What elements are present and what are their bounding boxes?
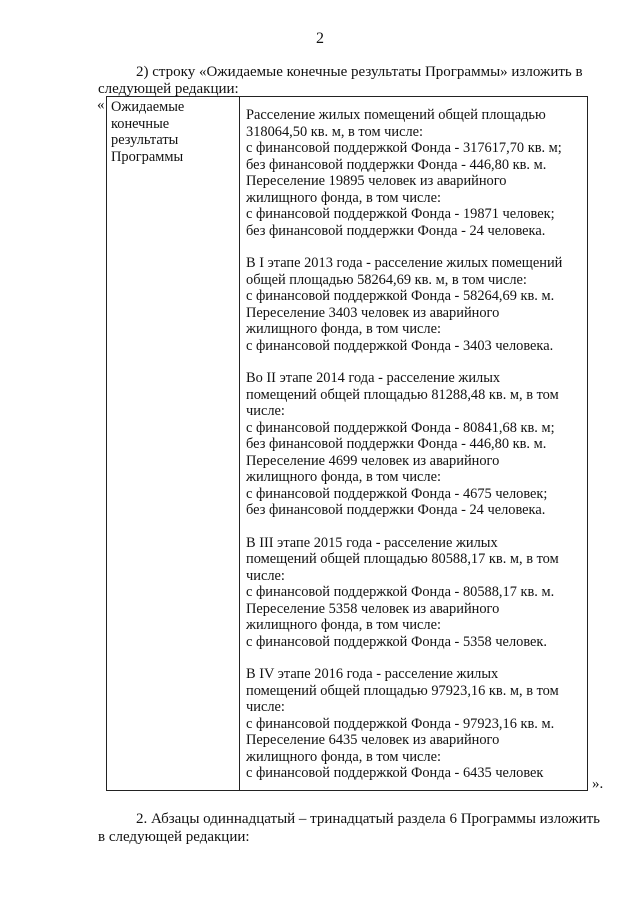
text-line: с финансовой поддержкой Фонда - 317617,70 кв. м;	[246, 140, 562, 156]
text-line: без финансовой поддержки Фонда - 446,80 кв. м.	[246, 436, 547, 452]
row-label-line: конечные	[111, 115, 170, 132]
text-line: с финансовой поддержкой Фонда - 6435 человек	[246, 765, 544, 781]
text-line: жилищного фонда, в том числе:	[246, 469, 441, 485]
text-line: Переселение 6435 человек из аварийного	[246, 732, 500, 748]
text-line: жилищного фонда, в том числе:	[246, 748, 441, 765]
text-line: жилищного фонда, в том числе:	[246, 617, 441, 633]
expected-results-table	[106, 96, 588, 791]
outro-line-2: в следующей редакции:	[98, 829, 250, 845]
text-line: помещений общей площадью 81288,48 кв. м, в том	[246, 386, 559, 403]
text-line: Переселение 19895 человек из аварийного	[246, 173, 507, 189]
row-content-cell	[240, 97, 588, 791]
text-line: с финансовой поддержкой Фонда - 97923,16 кв. м.	[246, 715, 555, 732]
page-number: 2	[316, 30, 324, 47]
text-line: общей площадью 58264,69 кв. м, в том числе:	[246, 271, 527, 288]
text-line: жилищного фонда, в том числе:	[246, 189, 441, 206]
results-block-total	[246, 97, 581, 247]
text-line: без финансовой поддержки Фонда - 24 человека.	[246, 222, 546, 239]
text-line: с финансовой поддержкой Фонда - 58264,69 кв. м.	[246, 288, 555, 304]
results-block-stage-1	[246, 247, 581, 362]
table-row	[107, 97, 588, 791]
text-line: Переселение 5358 человек из аварийного	[246, 600, 500, 617]
text-line: жилищного фонда, в том числе:	[246, 321, 441, 337]
results-block-stage-3	[246, 527, 581, 659]
text-line: с финансовой поддержкой Фонда - 80841,68 кв. м;	[246, 419, 555, 436]
text-line: помещений общей площадью 80588,17 кв. м, в том	[246, 551, 559, 567]
text-line: с финансовой поддержкой Фонда - 3403 человека.	[246, 337, 554, 354]
text-line: Переселение 4699 человек из аварийного	[246, 452, 500, 469]
text-line: без финансовой поддержки Фонда - 446,80 кв. м.	[246, 156, 547, 173]
text-line: Расселение жилых помещений общей площадью	[246, 107, 546, 123]
outro-paragraph	[98, 810, 606, 846]
closing-quote-mark: ».	[592, 776, 604, 792]
text-line: В III этапе 2015 года - расселение жилых	[246, 534, 498, 551]
text-line: с финансовой поддержкой Фонда - 80588,17 кв. м.	[246, 584, 555, 600]
outro-line-1: 2. Абзацы одиннадцатый – тринадцатый раздела 6 Программы изложить	[136, 811, 601, 827]
text-line: числе:	[246, 567, 285, 584]
text-line: с финансовой поддержкой Фонда - 5358 человек.	[246, 633, 548, 650]
text-line: числе:	[246, 403, 285, 419]
row-label-line: Программы	[111, 148, 184, 165]
text-line: В I этапе 2013 года - расселение жилых помещений	[246, 255, 563, 271]
text-line: с финансовой поддержкой Фонда - 4675 человек;	[246, 485, 548, 502]
intro-line-2: следующей редакции:	[98, 81, 239, 97]
text-line: В IV этапе 2016 года - расселение жилых	[246, 666, 499, 682]
results-block-stage-2	[246, 362, 581, 527]
row-label-line: результаты	[111, 132, 179, 148]
intro-paragraph	[98, 64, 606, 98]
row-label-line: Ожидаемые	[111, 99, 185, 115]
results-block-stage-4	[246, 658, 581, 790]
row-label-cell	[107, 97, 240, 791]
text-line: числе:	[246, 699, 285, 715]
text-line: 318064,50 кв. м, в том числе:	[246, 123, 424, 140]
text-line: Во II этапе 2014 года - расселение жилых	[246, 370, 501, 386]
text-line: помещений общей площадью 97923,16 кв. м, в том	[246, 682, 559, 699]
text-line: без финансовой поддержки Фонда - 24 человека.	[246, 502, 546, 518]
opening-quote-mark: «	[97, 97, 105, 113]
text-line: с финансовой поддержкой Фонда - 19871 человек;	[246, 206, 555, 222]
intro-line-1: 2) строку «Ожидаемые конечные результаты Программы» изложить в	[136, 64, 583, 80]
text-line: Переселение 3403 человек из аварийного	[246, 304, 500, 321]
